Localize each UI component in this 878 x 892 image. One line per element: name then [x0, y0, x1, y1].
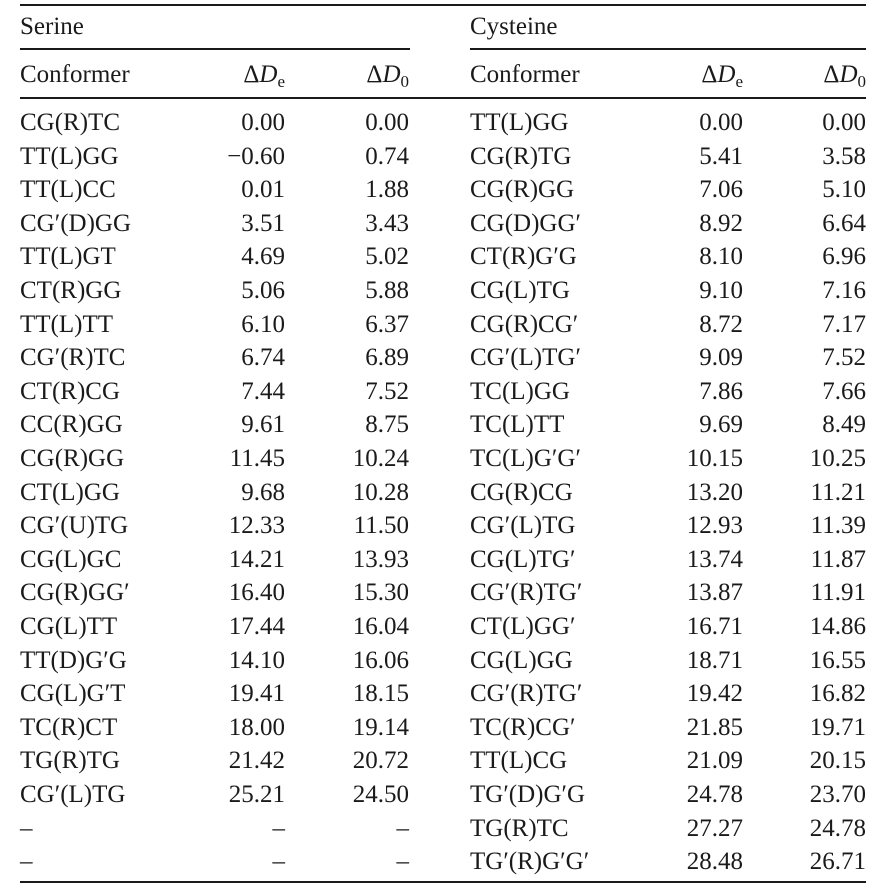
serine-conformer-cell: CG(L)TT [20, 613, 118, 640]
serine-delta-d0-cell: 10.24 [352, 445, 409, 472]
serine-delta-d0-cell: 0.00 [365, 109, 409, 136]
cysteine-delta-d0-cell: 7.16 [822, 277, 866, 304]
cysteine-delta-d0-cell: 11.39 [810, 512, 866, 539]
cysteine-delta-d0-cell: 20.15 [809, 747, 866, 774]
serine-conformer-cell: – [20, 815, 33, 842]
cysteine-delta-de-header: $\Delta D_e$ [701, 61, 743, 91]
cysteine-delta-de-cell: 27.27 [686, 815, 743, 842]
cysteine-delta-de-cell: 0.00 [699, 109, 743, 136]
cysteine-conformer-cell: CG′(R)TG′ [470, 680, 583, 707]
cysteine-conformer-cell: CG(L)TG′ [470, 546, 576, 573]
serine-delta-de-cell: 14.21 [228, 546, 285, 573]
serine-conformer-cell: CG(R)TC [20, 109, 120, 136]
serine-delta-d0-cell: 8.75 [365, 411, 409, 438]
cysteine-delta-d0-cell: 11.87 [810, 546, 866, 573]
serine-delta-d0-cell: 7.52 [365, 378, 409, 405]
serine-conformer-cell: TT(D)G′G [20, 647, 127, 674]
cysteine-delta-de-cell: 28.48 [686, 848, 743, 875]
cysteine-conformer-cell: TT(L)CG [470, 747, 568, 774]
serine-delta-de-cell: 0.00 [241, 109, 285, 136]
cysteine-delta-de-cell: 8.10 [699, 243, 743, 270]
cysteine-delta-d0-cell: 23.70 [809, 781, 866, 808]
cysteine-delta-de-cell: 8.72 [699, 311, 743, 338]
serine-delta-de-cell: −0.60 [227, 143, 285, 170]
cysteine-delta-d0-cell: 6.96 [822, 243, 866, 270]
serine-conformer-cell: – [20, 848, 33, 875]
serine-conformer-cell: CT(R)CG [20, 378, 120, 405]
serine-delta-d0-cell: – [396, 815, 409, 842]
cysteine-delta-d0-cell: 7.52 [822, 344, 866, 371]
cysteine-conformer-cell: TG′(R)G′G′ [470, 848, 590, 875]
cysteine-delta-d0-cell: 16.55 [809, 647, 866, 674]
serine-delta-de-cell: 19.41 [228, 680, 285, 707]
cysteine-conformer-cell: CG(L)GG [470, 647, 573, 674]
serine-delta-d0-cell: 15.30 [352, 579, 409, 606]
serine-delta-de-cell: 17.44 [228, 613, 285, 640]
cysteine-conformer-cell: TC(R)CG′ [470, 714, 576, 741]
table-bottom-rule [20, 881, 866, 883]
serine-delta-d0-cell: 5.02 [365, 243, 409, 270]
cysteine-delta-de-cell: 10.15 [686, 445, 743, 472]
serine-delta-de-cell: 21.42 [228, 747, 285, 774]
cysteine-conformer-cell: CG(D)GG′ [470, 210, 582, 237]
cysteine-delta-d0-cell: 0.00 [822, 109, 866, 136]
serine-delta-d0-cell: 16.04 [352, 613, 409, 640]
serine-delta-d0-cell: 6.37 [365, 311, 409, 338]
serine-delta-de-cell: 12.33 [228, 512, 285, 539]
cysteine-delta-de-cell: 19.42 [686, 680, 743, 707]
cysteine-delta-d0-cell: 26.71 [809, 848, 866, 875]
cysteine-delta-de-cell: 24.78 [686, 781, 743, 808]
serine-conformer-cell: CT(R)GG [20, 277, 122, 304]
cysteine-delta-de-cell: 13.74 [686, 546, 743, 573]
serine-delta-d0-cell: 11.50 [353, 512, 409, 539]
serine-conformer-cell: CG(R)GG′ [20, 579, 130, 606]
cysteine-conformer-cell: CG(L)TG [470, 277, 570, 304]
serine-delta-de-cell: 9.68 [241, 479, 285, 506]
cysteine-delta-d0-cell: 8.49 [822, 411, 866, 438]
cysteine-conformer-cell: TC(L)GG [470, 378, 570, 405]
cysteine-delta-de-cell: 9.09 [699, 344, 743, 371]
cysteine-delta-de-cell: 7.86 [699, 378, 743, 405]
serine-delta-d0-cell: 10.28 [352, 479, 409, 506]
serine-delta-d0-cell: – [396, 848, 409, 875]
cysteine-delta-d0-cell: 6.64 [822, 210, 866, 237]
cysteine-conformer-cell: CG′(R)TG′ [470, 579, 583, 606]
serine-delta-d0-cell: 24.50 [352, 781, 409, 808]
serine-conformer-cell: CG(L)GC [20, 546, 122, 573]
cysteine-delta-d0-cell: 3.58 [822, 143, 866, 170]
cysteine-conformer-cell: TG′(D)G′G [470, 781, 586, 808]
serine-delta-d0-cell: 6.89 [365, 344, 409, 371]
serine-conformer-cell: CG′(D)GG [20, 210, 132, 237]
cysteine-delta-de-cell: 12.93 [686, 512, 743, 539]
cysteine-delta-d0-cell: 7.66 [822, 378, 866, 405]
cysteine-delta-de-cell: 13.87 [686, 579, 743, 606]
cysteine-delta-d0-header: $\Delta D_0$ [823, 61, 866, 91]
cysteine-delta-d0-cell: 14.86 [809, 613, 866, 640]
cysteine-conformer-cell: CG(R)CG [470, 479, 573, 506]
serine-conformer-cell: TT(L)GG [20, 143, 119, 170]
cysteine-delta-de-cell: 9.69 [699, 411, 743, 438]
cysteine-conformer-cell: TT(L)GG [470, 109, 569, 136]
serine-delta-d0-cell: 18.15 [352, 680, 409, 707]
serine-delta-de-cell: 5.06 [241, 277, 285, 304]
serine-delta-de-cell: 6.10 [241, 311, 285, 338]
serine-delta-de-cell: 6.74 [241, 344, 285, 371]
serine-conformer-cell: CT(L)GG [20, 479, 120, 506]
cysteine-conformer-header: Conformer [470, 61, 580, 88]
cysteine-delta-d0-cell: 11.91 [810, 579, 866, 606]
serine-delta-de-cell: – [272, 848, 285, 875]
serine-delta-de-cell: 16.40 [228, 579, 285, 606]
serine-conformer-cell: TC(R)CT [20, 714, 118, 741]
serine-delta-de-cell: 25.21 [228, 781, 285, 808]
serine-delta-d0-header: $\Delta D_0$ [366, 61, 409, 91]
cysteine-delta-de-cell: 8.92 [699, 210, 743, 237]
serine-delta-d0-cell: 0.74 [365, 143, 409, 170]
cysteine-conformer-cell: CG(R)CG′ [470, 311, 579, 338]
cysteine-conformer-cell: CT(L)GG′ [470, 613, 576, 640]
serine-delta-d0-cell: 3.43 [365, 210, 409, 237]
cysteine-delta-d0-cell: 7.17 [822, 311, 866, 338]
serine-conformer-cell: TT(L)GT [20, 243, 116, 270]
serine-delta-de-cell: 18.00 [228, 714, 285, 741]
serine-conformer-cell: CG(L)G′T [20, 680, 126, 707]
serine-delta-d0-cell: 16.06 [352, 647, 409, 674]
cysteine-delta-de-cell: 7.06 [699, 176, 743, 203]
serine-conformer-cell: CG′(L)TG [20, 781, 126, 808]
serine-conformer-cell: CG′(R)TC [20, 344, 126, 371]
serine-conformer-cell: TT(L)TT [20, 311, 114, 338]
cysteine-conformer-cell: CG(R)GG [470, 176, 575, 203]
cysteine-conformer-cell: CT(R)G′G [470, 243, 577, 270]
cysteine-delta-d0-cell: 5.10 [822, 176, 866, 203]
serine-delta-de-cell: 9.61 [241, 411, 285, 438]
serine-delta-de-cell: 7.44 [241, 378, 285, 405]
serine-conformer-cell: TG(R)TG [20, 747, 120, 774]
serine-delta-de-cell: 11.45 [229, 445, 285, 472]
serine-group-rule [20, 48, 410, 50]
cysteine-conformer-cell: TC(L)TT [470, 411, 565, 438]
cysteine-conformer-cell: CG′(L)TG′ [470, 344, 581, 371]
cysteine-conformer-cell: CG(R)TG [470, 143, 572, 170]
cysteine-conformer-cell: TG(R)TC [470, 815, 569, 842]
cysteine-delta-d0-cell: 19.71 [809, 714, 866, 741]
serine-group-heading: Serine [20, 13, 84, 40]
cysteine-delta-de-cell: 9.10 [699, 277, 743, 304]
cysteine-conformer-cell: CG′(L)TG [470, 512, 576, 539]
serine-conformer-cell: TT(L)CC [20, 176, 116, 203]
cysteine-delta-d0-cell: 24.78 [809, 815, 866, 842]
serine-delta-d0-cell: 1.88 [365, 176, 409, 203]
cysteine-group-heading: Cysteine [470, 13, 558, 40]
cysteine-delta-de-cell: 21.85 [686, 714, 743, 741]
serine-conformer-cell: CG′(U)TG [20, 512, 129, 539]
serine-conformer-header: Conformer [20, 61, 130, 88]
cysteine-delta-de-cell: 18.71 [686, 647, 743, 674]
serine-delta-d0-cell: 5.88 [365, 277, 409, 304]
cysteine-delta-d0-cell: 16.82 [809, 680, 866, 707]
cysteine-conformer-cell: TC(L)G′G′ [470, 445, 581, 472]
cysteine-delta-d0-cell: 11.21 [810, 479, 866, 506]
serine-conformer-cell: CC(R)GG [20, 411, 123, 438]
serine-delta-d0-cell: 13.93 [352, 546, 409, 573]
serine-delta-de-cell: 14.10 [228, 647, 285, 674]
cysteine-group-rule [470, 48, 866, 50]
cysteine-delta-de-cell: 16.71 [686, 613, 743, 640]
cysteine-delta-de-cell: 5.41 [699, 143, 743, 170]
serine-delta-de-header: $\Delta D_e$ [243, 61, 285, 91]
serine-delta-de-cell: 4.69 [241, 243, 285, 270]
cysteine-delta-d0-cell: 10.25 [809, 445, 866, 472]
table-top-rule [20, 4, 866, 6]
serine-delta-de-cell: 3.51 [241, 210, 285, 237]
serine-delta-de-cell: 0.01 [241, 176, 285, 203]
header-bottom-rule [20, 97, 866, 99]
cysteine-delta-de-cell: 21.09 [686, 747, 743, 774]
serine-delta-de-cell: – [272, 815, 285, 842]
cysteine-delta-de-cell: 13.20 [686, 479, 743, 506]
serine-delta-d0-cell: 20.72 [352, 747, 409, 774]
serine-delta-d0-cell: 19.14 [352, 714, 409, 741]
serine-conformer-cell: CG(R)GG [20, 445, 125, 472]
